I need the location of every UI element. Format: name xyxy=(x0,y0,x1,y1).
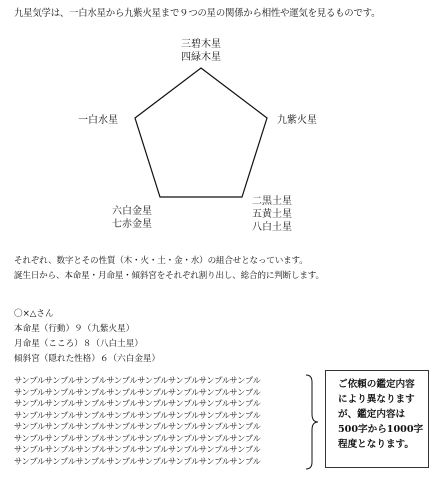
note-line: ご依頼の鑑定内容 xyxy=(338,379,415,390)
node-bottom-right xyxy=(252,195,292,234)
node-bottom-left xyxy=(100,205,152,231)
sample-line: サンプルサンプルサンプルサンプルサンプルサンプルサンプルサンプル xyxy=(14,386,261,397)
node-label: 三碧木星 xyxy=(181,39,221,50)
person-line: 本命星（行動）９（九紫火星） xyxy=(14,324,135,334)
node-left xyxy=(78,114,118,127)
node-label: 四緑木星 xyxy=(181,52,221,63)
person-name: 〇×△さん xyxy=(14,309,54,319)
sample-line: サンプルサンプルサンプルサンプルサンプルサンプルサンプルサンプル xyxy=(14,409,261,420)
node-right xyxy=(277,114,317,127)
node-label: 九紫火星 xyxy=(277,115,317,126)
intro-text: 九星気学は、一白水星から九紫火星まで９つの星の関係から相性や運気を見るものです。 xyxy=(14,8,381,19)
node-label: 七赤金星 xyxy=(112,219,152,230)
sample-line: サンプルサンプルサンプルサンプルサンプルサンプルサンプルサンプル xyxy=(14,398,261,408)
note-line: 500字から1000字 xyxy=(338,424,424,435)
explanation-line: それぞれ、数字とその性質（木・火・土・金・水）の組合せとなっています。 xyxy=(14,256,308,266)
node-label: 五黄土星 xyxy=(252,209,292,220)
person-line: 傾斜宮（隠れた性格）６（六白金星） xyxy=(14,354,161,364)
person-line: 月命星（こころ）８（八白土星） xyxy=(14,339,143,349)
explanation-line: 誕生日から、本命星・月命星・傾斜宮をそれぞれ割り出し、総合的に判断します。 xyxy=(14,271,324,281)
node-label: 八白土星 xyxy=(252,222,292,233)
node-label: 二黒土星 xyxy=(252,196,292,207)
sample-line: サンプルサンプルサンプルサンプルサンプルサンプルサンプルサンプル xyxy=(14,455,261,466)
node-label: 一白水星 xyxy=(78,115,118,126)
sample-line: サンプルサンプルサンプルサンプルサンプルサンプルサンプルサンプル xyxy=(14,444,261,454)
note-line: が、鑑定内容は xyxy=(338,409,406,420)
note-line: 程度となります。 xyxy=(338,439,414,450)
sample-text-block xyxy=(14,375,261,467)
pentagon-shape xyxy=(135,68,267,197)
sample-line: サンプルサンプルサンプルサンプルサンプルサンプルサンプルサンプル xyxy=(14,375,261,385)
sample-line: サンプルサンプルサンプルサンプルサンプルサンプルサンプルサンプル xyxy=(14,421,261,431)
sample-line: サンプルサンプルサンプルサンプルサンプルサンプルサンプルサンプル xyxy=(14,432,261,443)
note-line: により異なります xyxy=(338,394,415,405)
node-label: 六白金星 xyxy=(112,206,152,217)
note-box xyxy=(325,370,429,468)
node-top xyxy=(161,38,241,64)
curly-brace-icon xyxy=(304,374,320,470)
